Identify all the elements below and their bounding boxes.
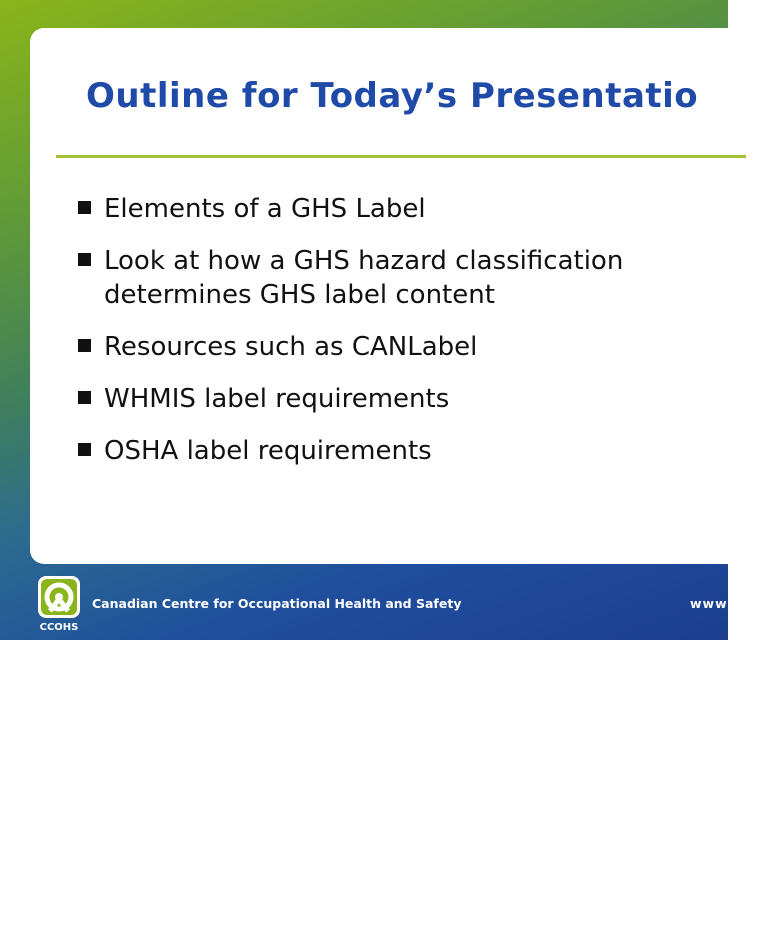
- bullet-square-icon: [78, 443, 91, 456]
- footer-url: www.: [690, 596, 733, 611]
- bullet-item: [76, 192, 716, 226]
- bullet-item: [76, 330, 716, 364]
- slide-title: Outline for Today’s Presentatio: [86, 76, 699, 116]
- bullet-item: [76, 382, 716, 416]
- bullet-square-icon: [78, 391, 91, 404]
- bullet-square-icon: [78, 201, 91, 214]
- bullet-item: [76, 244, 716, 312]
- bullet-item: [76, 434, 716, 468]
- bullet-square-icon: [78, 253, 91, 266]
- bullet-text: WHMIS label requirements: [104, 384, 450, 414]
- logo-text: CCOHS: [39, 622, 79, 633]
- bullet-square-icon: [78, 339, 91, 352]
- bullet-text: OSHA label requirements: [104, 436, 432, 466]
- title-divider: [56, 155, 746, 158]
- bullet-text: Resources such as CANLabel: [104, 332, 478, 362]
- ccohs-logo-icon: [36, 575, 82, 633]
- bullet-list: [76, 192, 716, 486]
- bullet-text: Look at how a GHS hazard classification determines GHS label content: [104, 246, 624, 310]
- bullet-text: Elements of a GHS Label: [104, 194, 426, 224]
- footer-organization: Canadian Centre for Occupational Health and Safety: [92, 596, 462, 611]
